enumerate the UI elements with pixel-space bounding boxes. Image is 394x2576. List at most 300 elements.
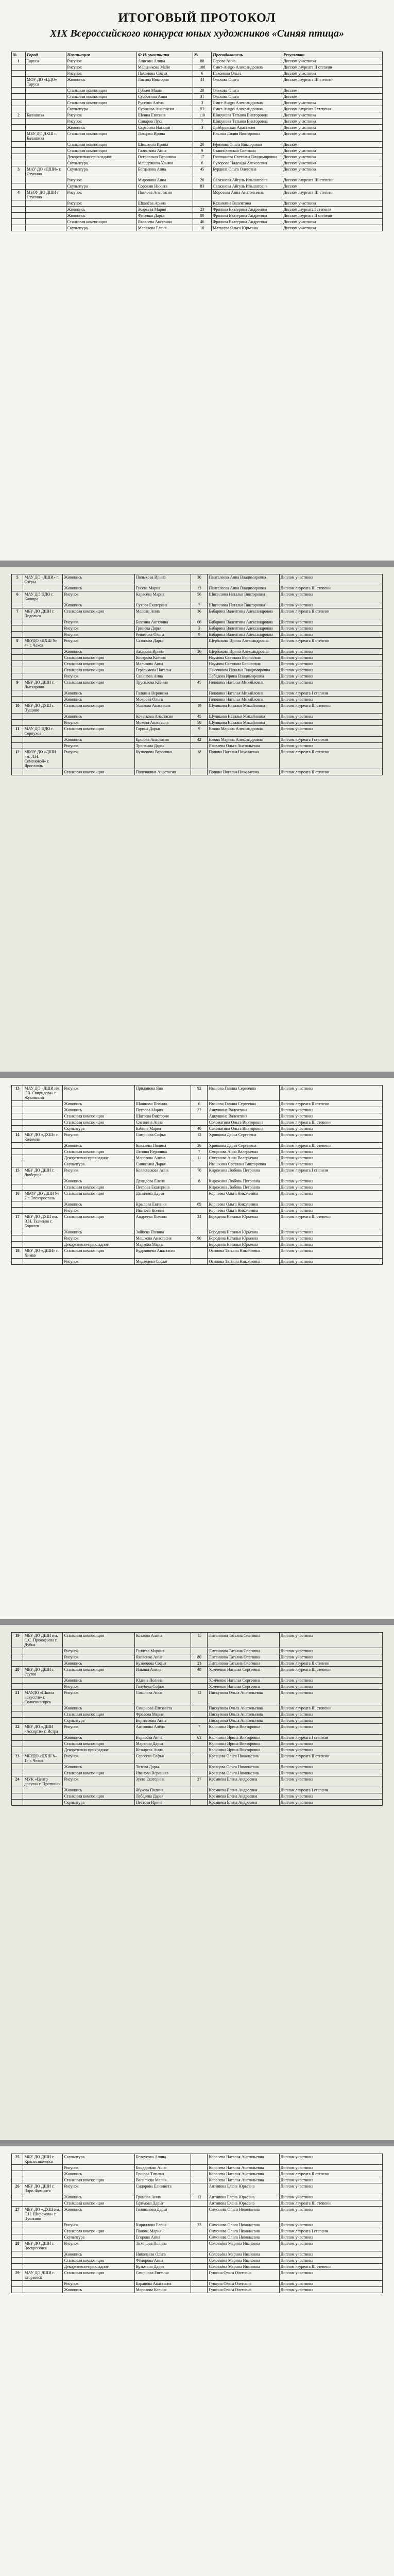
participant-name-cell: Ершова Татьяна bbox=[134, 2171, 191, 2177]
row-number-cell bbox=[12, 131, 26, 142]
teacher-cell: Пискунова Ольга Анатольевна bbox=[208, 1690, 279, 1705]
nomination-cell: Скульптура bbox=[63, 2154, 134, 2165]
participant-name-cell: Миронова Анна bbox=[136, 177, 193, 183]
work-number-cell bbox=[191, 690, 208, 697]
work-number-cell: 7 bbox=[191, 602, 208, 608]
nomination-cell: Живопись bbox=[63, 1201, 134, 1208]
nomination-cell: Живопись bbox=[63, 1178, 134, 1184]
row-number-cell: 18 bbox=[12, 1248, 23, 1259]
nomination-cell: Станковая композиция bbox=[63, 1120, 134, 1126]
table-row bbox=[12, 1741, 383, 1747]
participant-name-cell: Васильева Мария bbox=[134, 2177, 191, 2183]
school-cell bbox=[23, 602, 63, 608]
result-cell: Диплом участника bbox=[279, 649, 382, 655]
row-number-cell: 2 bbox=[12, 112, 26, 118]
nomination-cell: Рисунок bbox=[63, 2183, 134, 2194]
work-number-cell bbox=[191, 1747, 208, 1753]
result-cell: Диплом участника bbox=[282, 112, 383, 118]
participant-name-cell: Островская Вероника bbox=[136, 154, 193, 160]
teacher-cell: Ольхова Ольга bbox=[212, 77, 282, 88]
result-cell: Диплом лауреата III степени bbox=[279, 585, 382, 591]
nomination-cell: Станковая композиция bbox=[66, 148, 136, 154]
school-cell bbox=[25, 71, 66, 77]
result-cell: Диплом лауреата III степени bbox=[279, 1143, 382, 1149]
school-cell bbox=[25, 200, 66, 207]
result-cell: Диплом участника bbox=[279, 726, 382, 737]
table-row bbox=[12, 697, 383, 703]
teacher-cell: Литвинова Татьяна Олеговна bbox=[208, 1660, 279, 1667]
row-number-cell: 25 bbox=[12, 2154, 23, 2165]
nomination-cell: Рисунок bbox=[66, 71, 136, 77]
result-cell: Диплом лауреата II степени bbox=[279, 769, 382, 775]
result-cell: Диплом участника bbox=[279, 655, 382, 661]
school-cell bbox=[25, 142, 66, 148]
participant-name-cell: Панова Мария bbox=[134, 2228, 191, 2234]
result-cell: Диплом участника bbox=[279, 1718, 382, 1724]
work-number-cell bbox=[191, 1770, 208, 1776]
nomination-cell: Живопись bbox=[66, 77, 136, 88]
teacher-cell: Кравцова Ольга Николаевна bbox=[208, 1753, 279, 1764]
teacher-cell: Кравцова Ольга Николаевна bbox=[208, 1770, 279, 1776]
participant-name-cell: Андреева Полина bbox=[134, 1214, 191, 1229]
participant-name-cell: Смирнова Евгения bbox=[134, 2270, 191, 2281]
row-number-cell bbox=[12, 118, 26, 125]
work-number-cell: 88 bbox=[193, 58, 211, 64]
row-number-cell: 23 bbox=[12, 1753, 23, 1764]
teacher-cell: Шикунова Татьяна Викторовна bbox=[212, 118, 282, 125]
table-row bbox=[12, 1107, 383, 1113]
work-number-cell bbox=[191, 769, 208, 775]
school-cell bbox=[23, 737, 63, 743]
school-cell bbox=[23, 625, 63, 632]
school-cell bbox=[23, 690, 63, 697]
nomination-cell: Станковая композиция bbox=[63, 769, 134, 775]
school-cell: МБУДО «ДХШ № 4» г. Чехов bbox=[23, 638, 63, 649]
teacher-cell: Пискунова Ольга Анатольевна bbox=[208, 1718, 279, 1724]
teacher-cell: Щербакова Ирина Александровна bbox=[208, 638, 279, 649]
participant-name-cell: Малькова Анна bbox=[134, 661, 191, 667]
results-table bbox=[11, 1085, 383, 1265]
nomination-cell: Станковая композиция bbox=[63, 726, 134, 737]
teacher-cell: Кремнева Елена Андреевна bbox=[208, 1800, 279, 1806]
document-title: ИТОГОВЫЙ ПРОТОКОЛ bbox=[118, 11, 276, 25]
participant-name-cell: Скрябина Наталья bbox=[136, 125, 193, 131]
teacher-cell: Салахиева Айгуль Ильшатовна bbox=[212, 177, 282, 183]
participant-name-cell: Кузнецова Софья bbox=[134, 1660, 191, 1667]
table-row bbox=[12, 667, 383, 673]
school-cell: Балашиха bbox=[25, 112, 66, 118]
work-number-cell: 30 bbox=[191, 574, 208, 585]
result-cell: Диплом лауреата I степени bbox=[279, 1787, 382, 1793]
school-cell bbox=[23, 1660, 63, 1667]
table-row bbox=[12, 2264, 383, 2270]
table-row bbox=[12, 166, 383, 177]
nomination-cell: Скульптура bbox=[66, 160, 136, 166]
row-number-cell: 26 bbox=[12, 2183, 23, 2194]
row-number-cell bbox=[12, 1242, 23, 1248]
nomination-cell: Рисунок bbox=[63, 1724, 134, 1735]
row-number-cell bbox=[12, 690, 23, 697]
school-cell: МБУ ДО ДХШ им. В.Н. Ткаченко г. Королев bbox=[23, 1214, 63, 1229]
nomination-cell: Рисунок bbox=[63, 1684, 134, 1690]
work-number-cell: 9 bbox=[191, 632, 208, 638]
school-cell bbox=[23, 655, 63, 661]
school-cell: МБУ ДО ДШИ г. Краснознаменск bbox=[23, 2154, 63, 2165]
table-row bbox=[12, 1132, 383, 1143]
row-number-cell bbox=[12, 1229, 23, 1235]
teacher-cell: Кирюхина Любовь Петровна bbox=[208, 1167, 279, 1178]
teacher-cell: Ильина Лидия Викторовна bbox=[212, 131, 282, 142]
result-cell: Диплом участника bbox=[279, 1764, 382, 1770]
nomination-cell: Рисунок bbox=[63, 2281, 134, 2287]
work-number-cell: 15 bbox=[191, 1633, 208, 1648]
row-number-cell bbox=[12, 737, 23, 743]
participant-name-cell: Маркова Мария bbox=[134, 1242, 191, 1248]
row-number-cell bbox=[12, 769, 23, 775]
participant-name-cell: Титова Дарья bbox=[134, 1764, 191, 1770]
nomination-cell: Станковая композиция bbox=[63, 2200, 134, 2207]
school-cell bbox=[25, 225, 66, 231]
work-number-cell bbox=[191, 1684, 208, 1690]
table-row bbox=[12, 1167, 383, 1178]
row-number-cell bbox=[12, 1149, 23, 1155]
row-number-cell bbox=[12, 619, 23, 625]
school-cell: МБУ ДО «ДШИ «Ассорти» г. Истра bbox=[23, 1724, 63, 1735]
result-cell: Диплом участника bbox=[279, 2154, 382, 2165]
result-cell: Диплом участника bbox=[279, 1770, 382, 1776]
participant-name-cell: Ильина Алина bbox=[134, 1667, 191, 1677]
participant-name-cell: Иванова Вероника bbox=[134, 1770, 191, 1776]
result-cell: Диплом участника bbox=[279, 1107, 382, 1113]
teacher-cell: Кравцова Ольга Николаевна bbox=[208, 1764, 279, 1770]
participant-name-cell: Трипкина Дарья bbox=[134, 743, 191, 749]
column-header-school: Город bbox=[25, 52, 66, 58]
participant-name-cell: Кириллова Елена bbox=[134, 2222, 191, 2228]
table-row bbox=[12, 2200, 383, 2207]
table-row bbox=[12, 1677, 383, 1684]
participant-name-cell: Козырева Анна bbox=[134, 1747, 191, 1753]
school-cell: МБУ ДО ДШИ г. Подольск bbox=[23, 608, 63, 619]
table-row bbox=[12, 1684, 383, 1690]
result-cell: Диплом лауреата III степени bbox=[279, 2264, 382, 2270]
participant-name-cell: Бортникова Анна bbox=[134, 1718, 191, 1724]
result-cell: Диплом лауреата II степени bbox=[279, 1101, 382, 1107]
participant-name-cell: Морозова Ксения bbox=[134, 2287, 191, 2293]
work-number-cell bbox=[191, 2177, 208, 2183]
teacher-cell: Королева Наталья Анатольевна bbox=[208, 2154, 279, 2165]
teacher-cell: Головина Наталья Михайловна bbox=[208, 697, 279, 703]
teacher-cell: Соловьёва Марина Ивановна bbox=[208, 2251, 279, 2258]
protocol-sheet-2 bbox=[0, 567, 394, 1072]
work-number-cell bbox=[191, 661, 208, 667]
row-number-cell bbox=[12, 743, 23, 749]
nomination-cell: Станковая композиция bbox=[63, 2270, 134, 2281]
school-cell: МБОУ ДО ДШИ № 2 г. Электросталь bbox=[23, 1191, 63, 1201]
school-cell bbox=[25, 148, 66, 154]
teacher-cell: Королева Наталья Анатольевна bbox=[208, 2165, 279, 2171]
work-number-cell: 26 bbox=[191, 649, 208, 655]
row-number-cell bbox=[12, 655, 23, 661]
result-cell: Диплом участника bbox=[279, 1776, 382, 1787]
result-cell: Диплом участника bbox=[282, 148, 383, 154]
nomination-cell: Живопись bbox=[63, 2251, 134, 2258]
work-number-cell: 12 bbox=[191, 1132, 208, 1143]
result-cell: Диплом участника bbox=[279, 1800, 382, 1806]
school-cell bbox=[23, 2258, 63, 2264]
row-number-cell: 24 bbox=[12, 1776, 23, 1787]
work-number-cell bbox=[191, 2165, 208, 2171]
work-number-cell: 66 bbox=[191, 619, 208, 625]
nomination-cell: Рисунок bbox=[63, 591, 134, 602]
school-cell: МАУ ДО ЦДО г. Кашира bbox=[23, 591, 63, 602]
result-cell: Диплом участника bbox=[279, 2287, 382, 2293]
participant-name-cell: Юдина Полина bbox=[134, 1677, 191, 1684]
nomination-cell: Рисунок bbox=[63, 720, 134, 726]
row-number-cell bbox=[12, 720, 23, 726]
result-cell: Диплом участника bbox=[279, 1178, 382, 1184]
work-number-cell bbox=[191, 1800, 208, 1806]
participant-name-cell: Смирнова Елизавета bbox=[134, 1705, 191, 1711]
table-row bbox=[12, 1667, 383, 1677]
school-cell bbox=[25, 94, 66, 100]
participant-name-cell: Белоусова Алина bbox=[134, 2154, 191, 2165]
nomination-cell: Станковая композиция bbox=[63, 1191, 134, 1201]
result-cell: Диплом лауреата III степени bbox=[279, 2200, 382, 2207]
table-row bbox=[12, 88, 383, 94]
teacher-cell: Кремнева Елена Андреевна bbox=[208, 1776, 279, 1787]
teacher-cell: Кремнева Елена Андреевна bbox=[208, 1793, 279, 1800]
row-number-cell bbox=[12, 106, 26, 112]
work-number-cell bbox=[191, 1259, 208, 1265]
row-number-cell bbox=[12, 160, 26, 166]
protocol-sheet-1 bbox=[0, 0, 394, 561]
nomination-cell: Скульптура bbox=[63, 1126, 134, 1132]
participant-name-cell: Иванова Ксения bbox=[134, 1208, 191, 1214]
row-number-cell: 6 bbox=[12, 591, 23, 602]
table-row bbox=[12, 125, 383, 131]
work-number-cell bbox=[191, 1741, 208, 1747]
teacher-cell: Ольхова Ольга bbox=[212, 94, 282, 100]
row-number-cell bbox=[12, 1677, 23, 1684]
teacher-cell: Анкушина Валентина bbox=[208, 1113, 279, 1120]
row-number-cell bbox=[12, 177, 26, 183]
result-cell: Диплом участника bbox=[279, 1201, 382, 1208]
result-cell: Диплом участника bbox=[279, 2165, 382, 2171]
table-row bbox=[12, 1143, 383, 1149]
nomination-cell: Живопись bbox=[63, 1705, 134, 1711]
teacher-cell: Корнеева Ольга Николаевна bbox=[208, 1201, 279, 1208]
school-cell bbox=[23, 1126, 63, 1132]
school-cell bbox=[23, 1764, 63, 1770]
teacher-cell: Смит-Андрэ Александровна bbox=[212, 64, 282, 71]
school-cell bbox=[23, 1793, 63, 1800]
participant-name-cell: Сурикова Анастасия bbox=[136, 106, 193, 112]
row-number-cell bbox=[12, 200, 26, 207]
table-header-row bbox=[12, 52, 383, 58]
teacher-cell: Антипова Елена Юрьевна bbox=[208, 2183, 279, 2194]
school-cell bbox=[23, 1770, 63, 1776]
row-number-cell: 4 bbox=[12, 190, 26, 200]
table-row bbox=[12, 1101, 383, 1107]
participant-name-cell: Субботина Анна bbox=[136, 94, 193, 100]
school-cell bbox=[23, 1259, 63, 1265]
result-cell: Диплом лауреата III степени bbox=[279, 1214, 382, 1229]
row-number-cell bbox=[12, 1178, 23, 1184]
school-cell: МБУ ДО «ДХШ им. Е.Н. Широкова» г. Пушкино bbox=[23, 2207, 63, 2222]
school-cell bbox=[23, 1800, 63, 1806]
work-number-cell: 56 bbox=[191, 591, 208, 602]
school-cell bbox=[23, 1101, 63, 1107]
result-cell: Диплом участника bbox=[279, 2234, 382, 2241]
nomination-cell: Рисунок bbox=[66, 177, 136, 183]
teacher-cell: Литвинова Татьяна Олеговна bbox=[208, 1648, 279, 1654]
nomination-cell: Живопись bbox=[63, 714, 134, 720]
teacher-cell: Пантелеева Анна Владимировна bbox=[208, 574, 279, 585]
work-number-cell: 6 bbox=[191, 1101, 208, 1107]
school-cell bbox=[23, 2264, 63, 2270]
school-cell bbox=[25, 213, 66, 219]
school-cell bbox=[23, 1229, 63, 1235]
result-cell: Диплом bbox=[282, 94, 383, 100]
work-number-cell bbox=[191, 1711, 208, 1718]
nomination-cell: Живопись bbox=[63, 2207, 134, 2222]
result-cell: Диплом лауреата II степени bbox=[282, 64, 383, 71]
nomination-cell: Рисунок bbox=[63, 1654, 134, 1660]
table-row bbox=[12, 1735, 383, 1741]
nomination-cell: Живопись bbox=[63, 1660, 134, 1667]
participant-name-cell: Пестова Ирина bbox=[134, 1800, 191, 1806]
table-row bbox=[12, 2251, 383, 2258]
nomination-cell: Станковая композиция bbox=[66, 142, 136, 148]
teacher-cell: Кремнева Елена Андреевна bbox=[208, 1787, 279, 1793]
work-number-cell bbox=[191, 2171, 208, 2177]
nomination-cell: Живопись bbox=[66, 125, 136, 131]
nomination-cell: Рисунок bbox=[63, 1259, 134, 1265]
school-cell: МАУ ДО «ДШИ» г. Озёры bbox=[23, 574, 63, 585]
school-cell: МБУ ДО ДХШ г. Пущино bbox=[23, 703, 63, 714]
teacher-cell: Ежова Марина Александровна bbox=[208, 737, 279, 743]
school-cell bbox=[25, 177, 66, 183]
row-number-cell bbox=[12, 2165, 23, 2171]
school-cell bbox=[23, 649, 63, 655]
table-row bbox=[12, 100, 383, 106]
table-row bbox=[12, 58, 383, 64]
table-row bbox=[12, 1711, 383, 1718]
row-number-cell bbox=[12, 2251, 23, 2258]
school-cell: МАУ ДО ЦДО г. Серпухов bbox=[23, 726, 63, 737]
table-row bbox=[12, 769, 383, 775]
participant-name-cell: Шеина Евгения bbox=[136, 112, 193, 118]
teacher-cell: Иванова Галина Сергеевна bbox=[208, 1101, 279, 1107]
result-cell: Диплом лауреата II степени bbox=[279, 2171, 382, 2177]
work-number-cell: 18 bbox=[191, 749, 208, 769]
school-cell bbox=[23, 1184, 63, 1191]
result-cell: Диплом лауреата I степени bbox=[279, 2228, 382, 2234]
nomination-cell: Рисунок bbox=[63, 1753, 134, 1764]
work-number-cell bbox=[191, 2264, 208, 2270]
teacher-cell: Бурдина Ольга Олеговна bbox=[212, 166, 282, 177]
table-row bbox=[12, 2207, 383, 2222]
table-row bbox=[12, 1120, 383, 1126]
row-number-cell bbox=[12, 2258, 23, 2264]
nomination-cell: Станковая композиция bbox=[63, 680, 134, 690]
row-number-cell bbox=[12, 1684, 23, 1690]
participant-name-cell: Мокрова Ольга bbox=[134, 697, 191, 703]
nomination-cell: Декоративно-прикладное bbox=[66, 154, 136, 160]
work-number-cell bbox=[191, 667, 208, 673]
teacher-cell: Лысенкова Наталья Владимировна bbox=[208, 667, 279, 673]
table-row bbox=[12, 2234, 383, 2241]
table-row bbox=[12, 1776, 383, 1787]
result-cell: Диплом лауреата II степени bbox=[279, 1753, 382, 1764]
table-row bbox=[12, 148, 383, 154]
teacher-cell: Бородина Наталья Юрьевна bbox=[208, 1242, 279, 1248]
teacher-cell: Пахомова Ольга bbox=[212, 71, 282, 77]
school-cell bbox=[25, 88, 66, 94]
work-number-cell: 83 bbox=[193, 183, 211, 190]
school-cell bbox=[23, 585, 63, 591]
work-number-cell bbox=[191, 1248, 208, 1259]
row-number-cell: 13 bbox=[12, 1086, 23, 1101]
school-cell: Таруса bbox=[25, 58, 66, 64]
table-row bbox=[12, 2258, 383, 2264]
teacher-cell: Бабарина Валентина Александровна bbox=[208, 632, 279, 638]
result-cell: Диплом bbox=[282, 183, 383, 190]
work-number-cell: 28 bbox=[193, 88, 211, 94]
nomination-cell: Скульптура bbox=[66, 225, 136, 231]
result-cell: Диплом участника bbox=[279, 1747, 382, 1753]
nomination-cell: Рисунок bbox=[66, 112, 136, 118]
nomination-cell: Декоративно-прикладное bbox=[63, 1242, 134, 1248]
participant-name-cell: Крылова Евгения bbox=[134, 1201, 191, 1208]
row-number-cell bbox=[12, 2194, 23, 2200]
table-row bbox=[12, 183, 383, 190]
teacher-cell: Гущина Ольга Олеговна bbox=[208, 2270, 279, 2281]
work-number-cell: 48 bbox=[191, 1667, 208, 1677]
result-cell: Диплом bbox=[282, 88, 383, 94]
nomination-cell: Скульптура bbox=[66, 166, 136, 177]
school-cell bbox=[25, 100, 66, 106]
school-cell bbox=[23, 1201, 63, 1208]
work-number-cell: 10 bbox=[193, 225, 211, 231]
result-cell: Диплом участника bbox=[279, 1132, 382, 1143]
table-row bbox=[12, 2222, 383, 2228]
table-row bbox=[12, 591, 383, 602]
row-number-cell bbox=[12, 1101, 23, 1107]
result-cell: Диплом участника bbox=[279, 1208, 382, 1214]
work-number-cell bbox=[191, 697, 208, 703]
work-number-cell: 6 bbox=[193, 160, 211, 166]
teacher-cell: Калинина Ирина Викторовна bbox=[208, 1741, 279, 1747]
teacher-cell: Фролова Екатерина Андреевна bbox=[212, 207, 282, 213]
participant-name-cell: Слезкина Анна bbox=[134, 1120, 191, 1126]
nomination-cell: Живопись bbox=[63, 1764, 134, 1770]
nomination-cell: Станковая композиция bbox=[66, 131, 136, 142]
result-cell: Диплом участника bbox=[279, 1690, 382, 1705]
table-row bbox=[12, 737, 383, 743]
teacher-cell: Осипова Татьяна Николаевна bbox=[208, 1248, 279, 1259]
school-cell bbox=[25, 64, 66, 71]
row-number-cell bbox=[12, 667, 23, 673]
participant-name-cell: Бабина Мария bbox=[134, 1126, 191, 1132]
nomination-cell: Станковая композиция bbox=[66, 94, 136, 100]
school-cell bbox=[25, 125, 66, 131]
participant-name-cell: Морозова Алина bbox=[134, 1155, 191, 1161]
table-row bbox=[12, 1660, 383, 1667]
school-cell bbox=[23, 1787, 63, 1793]
teacher-cell: Шикунова Татьяна Викторовна bbox=[212, 112, 282, 118]
nomination-cell: Рисунок bbox=[63, 1132, 134, 1143]
